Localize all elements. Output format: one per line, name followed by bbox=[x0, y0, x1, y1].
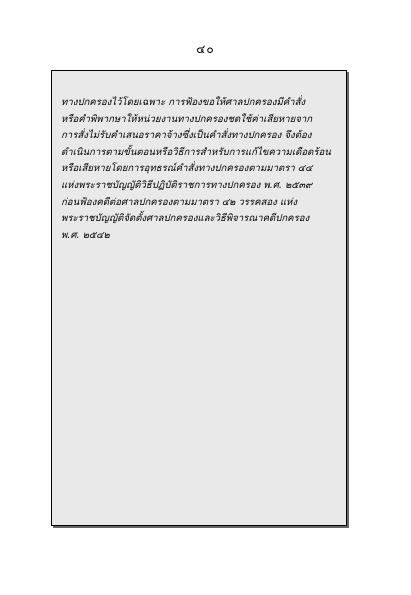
text-line: ทางปกครองไว้โดยเฉพาะ การฟ้องขอให้ศาลปกครองมีคำสั่ง bbox=[61, 97, 306, 108]
text-line: หรือคำพิพากษาให้หน่วยงานทางปกครองชดใช้ค่าเสียหายจาก bbox=[61, 113, 313, 125]
page-number: ๔๐ bbox=[196, 42, 215, 56]
text-line: พ.ศ. ๒๕๔๒ bbox=[61, 229, 110, 241]
text-box bbox=[51, 70, 347, 526]
text-line: การสั่งไม่รับคำเสนอราคาจ้างซึ่งเป็นคำสั่งทางปกครอง จึงต้อง bbox=[61, 130, 312, 142]
text-line: ก่อนฟ้องคดีต่อศาลปกครองตามมาตรา ๔๒ วรรคสอง แห่ง bbox=[61, 196, 298, 208]
text-line: พระราชบัญญัติจัดตั้งศาลปกครองและวิธีพิจารณาคดีปกครอง bbox=[61, 213, 310, 225]
text-line: หรือเสียหายโดยการอุทธรณ์คำสั่งทางปกครองตามมาตรา ๔๔ bbox=[61, 163, 313, 175]
text-line: แห่งพระราชบัญญัติวิธีปฏิบัติราชการทางปกครอง พ.ศ. ๒๕๓๙ bbox=[61, 179, 313, 191]
text-line: ดำเนินการตามขั้นตอนหรือวิธีการสำหรับการแก้ไขความเดือดร้อน bbox=[61, 146, 331, 158]
